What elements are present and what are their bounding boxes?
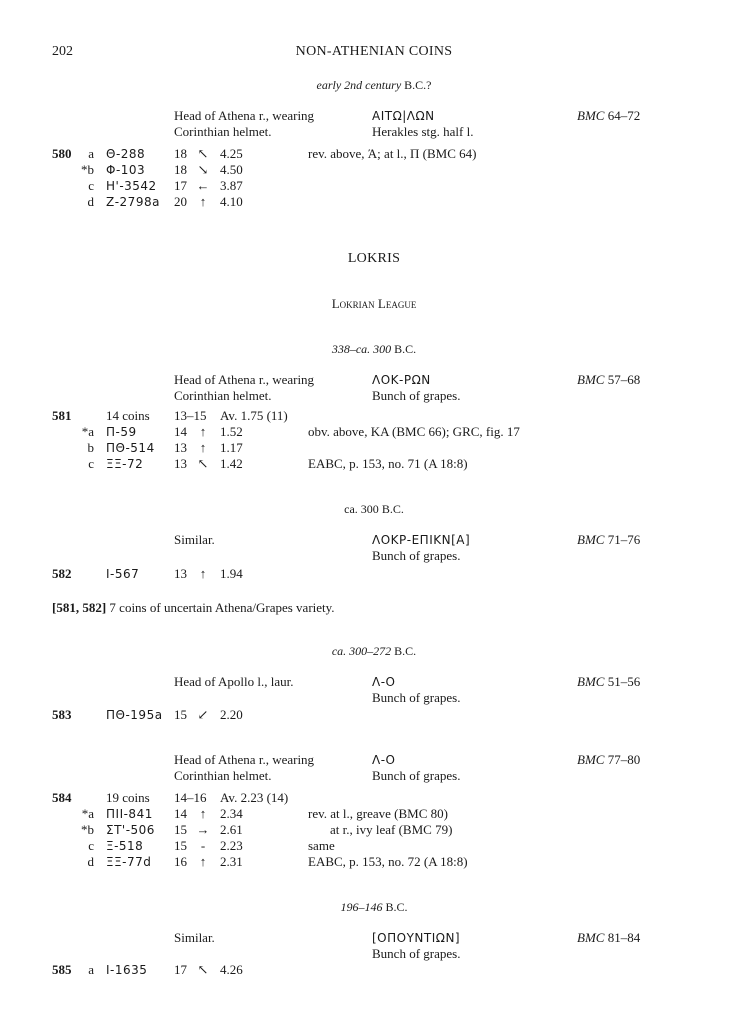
weight: 4.10 xyxy=(220,194,243,209)
inventory-number: ΠΙΙ-841 xyxy=(106,807,153,821)
die-axis-arrow: ↖ xyxy=(197,146,209,161)
weight: 1.17 xyxy=(220,440,243,455)
die-size: 18 xyxy=(174,162,187,177)
obverse-line: Similar. xyxy=(174,930,215,945)
die-size-range: 13–15 xyxy=(174,408,207,423)
variant-letter: a xyxy=(88,962,94,977)
die-size: 13 xyxy=(174,456,187,471)
reverse-line: Bunch of grapes. xyxy=(372,946,461,961)
footnote-text: 7 coins of uncertain Athena/Grapes variety. xyxy=(109,600,335,615)
die-axis-arrow: ↖ xyxy=(197,456,209,471)
obverse-line: Head of Athena r., wearing xyxy=(174,108,315,123)
weight: 1.94 xyxy=(220,566,243,581)
page-number: 202 xyxy=(52,44,73,59)
variant-letter: c xyxy=(88,838,94,853)
weight: 4.25 xyxy=(220,146,243,161)
die-axis-arrow: ↙ xyxy=(197,707,209,722)
catalog-number: 584 xyxy=(52,790,72,805)
weight: 4.50 xyxy=(220,162,243,177)
die-axis-arrow: ↑ xyxy=(199,566,207,581)
coin-note: rev. above, Ά; at l., Π (BMC 64) xyxy=(308,146,477,161)
inventory-number: ΣΤ'-506 xyxy=(106,823,155,837)
die-axis-arrow: ↑ xyxy=(199,424,207,439)
inventory-number: ΠΘ-195a xyxy=(106,708,163,722)
die-axis-arrow: → xyxy=(196,822,210,837)
die-size: 15 xyxy=(174,822,187,837)
weight: 2.31 xyxy=(220,854,243,869)
coin-note: EABC, p. 153, no. 72 (A 18:8) xyxy=(308,854,468,869)
era-prefix: ca. 300 xyxy=(344,502,379,516)
catalog-number: 580 xyxy=(52,146,72,161)
die-size: 16 xyxy=(174,854,187,869)
reverse-legend: Λ-Ο xyxy=(372,675,396,689)
variant-letter: b xyxy=(87,440,94,455)
weight: 1.52 xyxy=(220,424,243,439)
die-axis-arrow: ← xyxy=(196,178,210,193)
bmc-reference xyxy=(577,372,640,388)
reverse-line: Bunch of grapes. xyxy=(372,768,461,783)
bmc-refs: 51–56 xyxy=(607,674,641,689)
weight: 2.23 xyxy=(220,838,243,853)
obverse-line: Head of Athena r., wearing xyxy=(174,372,315,387)
catalog-number: 583 xyxy=(52,707,72,722)
era-heading xyxy=(0,502,748,517)
weight: 1.42 xyxy=(220,456,243,471)
bmc-label: BMC xyxy=(577,108,605,123)
coin-count: 14 coins xyxy=(106,408,150,423)
coin-note: obv. above, ΚΑ (BMC 66); GRC, fig. 17 xyxy=(308,424,520,439)
inventory-number: ΞΞ-77d xyxy=(106,855,152,869)
bmc-label: BMC xyxy=(577,532,605,547)
die-size: 17 xyxy=(174,962,187,977)
coin-note: same xyxy=(308,838,335,853)
die-size: 18 xyxy=(174,146,187,161)
die-size: 13 xyxy=(174,566,187,581)
variant-letter: *b xyxy=(81,822,94,837)
weight: 2.20 xyxy=(220,707,243,722)
inventory-number: Π-59 xyxy=(106,425,137,439)
variant-letter: a xyxy=(88,146,94,161)
bmc-label: BMC xyxy=(577,752,605,767)
variant-letter: c xyxy=(88,456,94,471)
region-heading: LOKRIS xyxy=(347,251,401,266)
inventory-number: Φ-103 xyxy=(106,163,146,177)
inventory-number: ΞΞ-72 xyxy=(106,457,144,471)
weight: 2.61 xyxy=(220,822,243,837)
coin-note: at r., ivy leaf (BMC 79) xyxy=(330,822,453,837)
era-prefix: ca. 300–272 xyxy=(331,644,392,658)
variant-letter: c xyxy=(88,178,94,193)
die-size: 13 xyxy=(174,440,187,455)
variant-letter: d xyxy=(87,194,94,209)
era-heading xyxy=(0,78,748,93)
die-size: 15 xyxy=(174,707,187,722)
obverse-line: Head of Athena r., wearing xyxy=(174,752,315,767)
inventory-number: Ξ-518 xyxy=(106,839,144,853)
average-weight: Av. 2.23 (14) xyxy=(220,790,289,805)
die-axis-arrow: ↑ xyxy=(199,194,207,209)
bmc-label: BMC xyxy=(577,372,605,387)
reverse-line: Bunch of grapes. xyxy=(372,548,461,563)
obverse-line: Corinthian helmet. xyxy=(174,124,272,139)
die-size: 20 xyxy=(174,194,187,209)
obverse-line: Corinthian helmet. xyxy=(174,388,272,403)
die-axis-arrow: ↖ xyxy=(197,962,209,977)
die-axis-arrow: ↘ xyxy=(197,162,209,177)
variant-letter: d xyxy=(87,854,94,869)
bmc-reference xyxy=(577,108,640,124)
catalog-number: 581 xyxy=(52,408,72,423)
inventory-number: ΠΘ-514 xyxy=(106,441,155,455)
reverse-legend: ΛΟΚ-ΡΩΝ xyxy=(372,373,431,387)
die-size: 15 xyxy=(174,838,187,853)
coin-count: 19 coins xyxy=(106,790,150,805)
die-size: 14 xyxy=(174,806,187,821)
reverse-line: Bunch of grapes. xyxy=(372,690,461,705)
era-suffix: B.C. xyxy=(394,644,417,658)
running-head: NON-ATHENIAN COINS xyxy=(295,44,453,59)
die-axis-arrow: ↑ xyxy=(199,806,207,821)
inventory-number: Ζ-2798a xyxy=(106,195,160,209)
era-suffix: B.C. xyxy=(385,900,408,914)
bmc-refs: 64–72 xyxy=(607,108,641,123)
footnote-ref: [581, 582] xyxy=(52,600,107,615)
coin-note: rev. at l., greave (BMC 80) xyxy=(308,806,448,821)
reverse-legend: Λ-Ο xyxy=(372,753,396,767)
bmc-label: BMC xyxy=(577,930,605,945)
league-heading: Lokrian League xyxy=(331,296,417,311)
bmc-reference xyxy=(577,532,640,548)
bmc-reference xyxy=(577,674,640,690)
era-heading xyxy=(0,342,748,357)
era-prefix: 196–146 xyxy=(340,900,383,914)
footnote xyxy=(52,600,335,616)
reverse-legend: [ΟΠΟΥΝΤΙΩΝ] xyxy=(372,931,461,945)
era-suffix: B.C. xyxy=(394,342,417,356)
era-prefix: 338–ca. 300 xyxy=(331,342,392,356)
obverse-line: Corinthian helmet. xyxy=(174,768,272,783)
bmc-refs: 57–68 xyxy=(607,372,641,387)
inventory-number: Ι-1635 xyxy=(106,963,148,977)
coin-note: EABC, p. 153, no. 71 (A 18:8) xyxy=(308,456,468,471)
bmc-reference xyxy=(577,930,640,946)
die-size: 17 xyxy=(174,178,187,193)
inventory-number: Η'-3542 xyxy=(106,179,157,193)
era-suffix: B.C. xyxy=(381,502,404,516)
era-suffix: B.C.? xyxy=(404,78,432,92)
reverse-legend: ΑΙΤΩ|ΛΩΝ xyxy=(372,109,435,123)
weight: 4.26 xyxy=(220,962,243,977)
bmc-refs: 71–76 xyxy=(607,532,641,547)
die-axis-arrow: ↑ xyxy=(199,854,207,869)
average-weight: Av. 1.75 (11) xyxy=(220,408,288,423)
reverse-line: Bunch of grapes. xyxy=(372,388,461,403)
die-axis-arrow: ↑ xyxy=(199,440,207,455)
variant-letter: *a xyxy=(81,424,94,439)
weight: 3.87 xyxy=(220,178,243,193)
variant-letter: *a xyxy=(81,806,94,821)
era-heading xyxy=(0,900,748,915)
bmc-refs: 81–84 xyxy=(607,930,641,945)
reverse-line: Herakles stg. half l. xyxy=(372,124,474,139)
die-axis-arrow: - xyxy=(200,838,206,853)
bmc-label: BMC xyxy=(577,674,605,689)
reverse-legend: ΛΟΚΡ-ΕΠΙΚΝ[Α] xyxy=(372,533,471,547)
era-heading xyxy=(0,644,748,659)
catalog-number: 582 xyxy=(52,566,72,581)
obverse-line: Similar. xyxy=(174,532,215,547)
catalog-number: 585 xyxy=(52,962,72,977)
bmc-reference xyxy=(577,752,640,768)
die-size-range: 14–16 xyxy=(174,790,207,805)
die-size: 14 xyxy=(174,424,187,439)
variant-letter: *b xyxy=(81,162,94,177)
era-prefix: early 2nd century xyxy=(316,78,402,92)
weight: 2.34 xyxy=(220,806,243,821)
inventory-number: Ι-567 xyxy=(106,567,140,581)
inventory-number: Θ-288 xyxy=(106,147,146,161)
bmc-refs: 77–80 xyxy=(607,752,641,767)
obverse-line: Head of Apollo l., laur. xyxy=(174,674,294,689)
